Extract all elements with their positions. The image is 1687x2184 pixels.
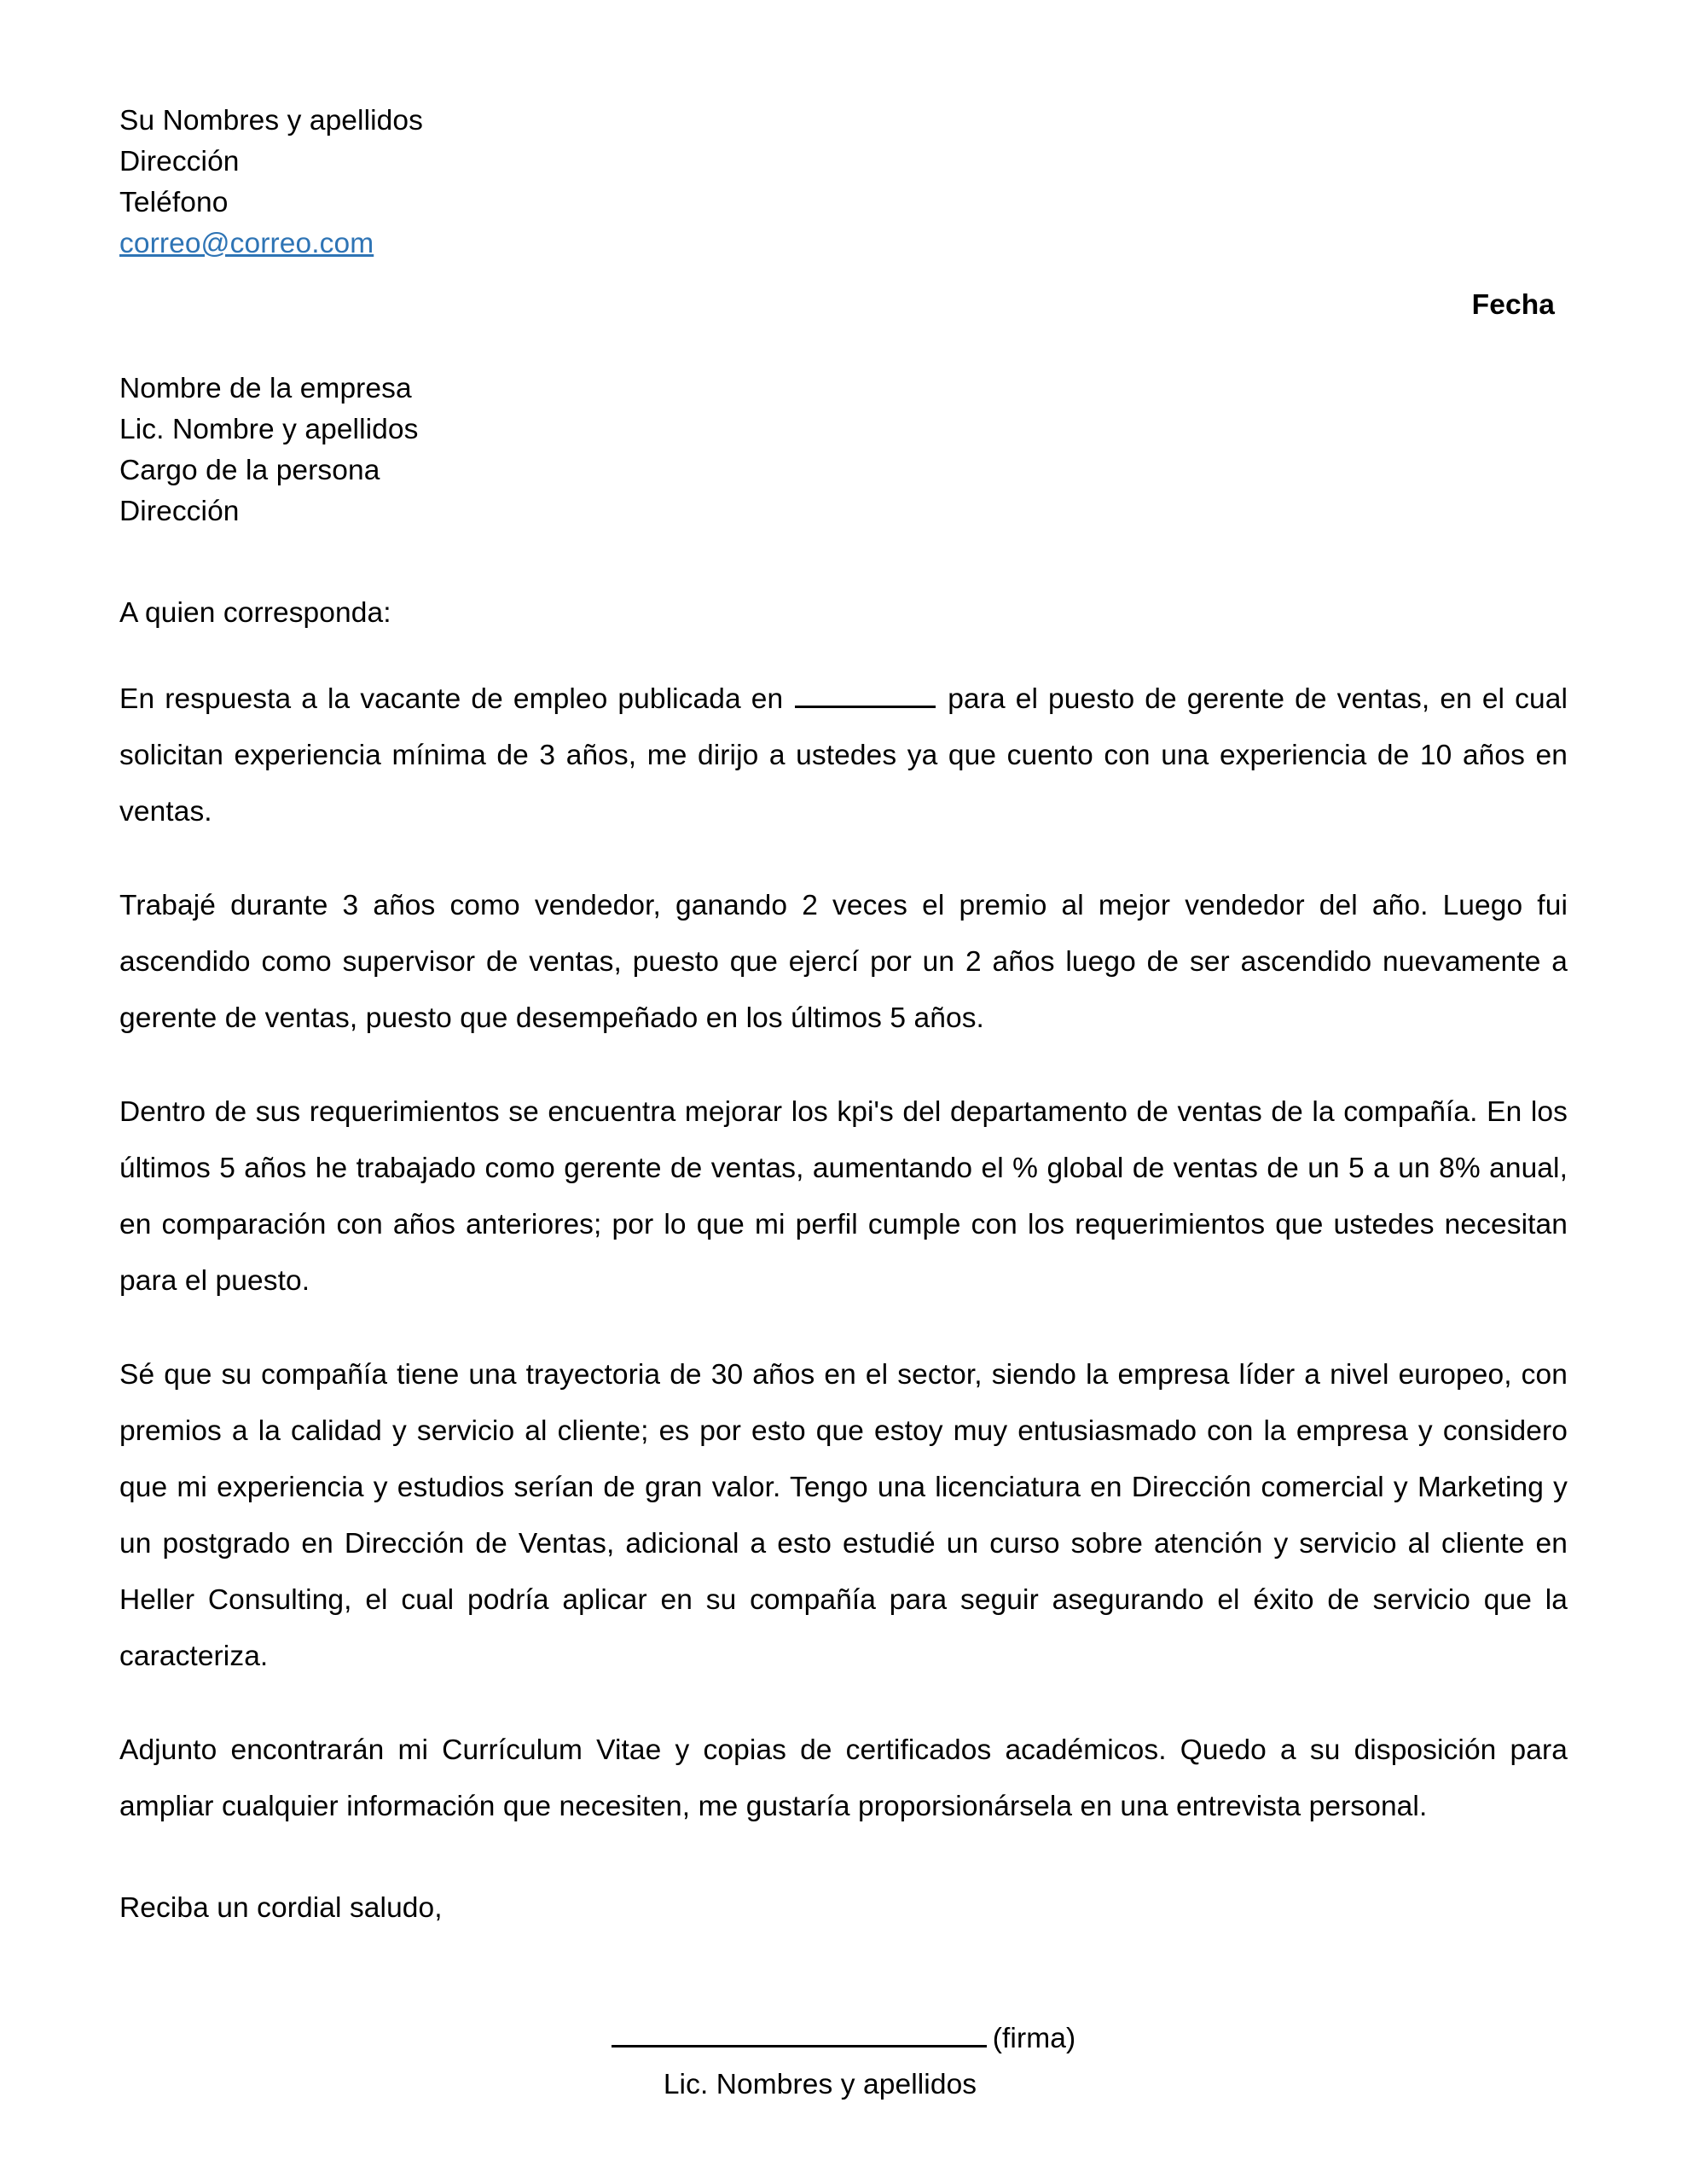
recipient-position: Cargo de la persona bbox=[119, 455, 380, 486]
date-field: Fecha bbox=[1471, 289, 1555, 321]
blank-fill-field[interactable] bbox=[795, 683, 936, 708]
sender-block bbox=[119, 101, 1568, 264]
recipient-block bbox=[119, 369, 1568, 532]
paragraph-3: Dentro de sus requerimientos se encuentra mejorar los kpi's del departamento de ventas de la compañía. En los últimos 5 años he trabajado como gerente de ventas, aumentando el % global de ventas de un 5 a un 8% anual, en comparación con años anteriores; por lo que mi perfil cumple con los requerimientos que ustedes necesitan para el puesto. bbox=[119, 1096, 1568, 1297]
sender-name: Su Nombres y apellidos bbox=[119, 105, 423, 136]
sender-email-row bbox=[119, 224, 1568, 264]
recipient-address: Dirección bbox=[119, 496, 240, 527]
sender-address: Dirección bbox=[119, 146, 240, 177]
paragraph-1-part-a: En respuesta a la vacante de empleo publicada en bbox=[119, 683, 794, 715]
paragraph-2: Trabajé durante 3 años como vendedor, ganando 2 veces el premio al mejor vendedor del año. Luego fui ascendido como supervisor de ventas, puesto que ejercí por un 2 años luego de ser ascendido nuevamente a gerente de ventas, puesto que desempeñado en los últimos 5 años. bbox=[119, 890, 1568, 1034]
signature-block bbox=[119, 2018, 1568, 2106]
paragraph-5: Adjunto encontrarán mi Currículum Vitae y copias de certificados académicos. Quedo a su disposición para ampliar cualquier información que necesiten, me gustaría proporsionársela en una entrevista personal. bbox=[119, 1734, 1568, 1822]
letter-body bbox=[119, 101, 1568, 2106]
signature-line-row bbox=[119, 2018, 1568, 2060]
paragraph-4: Sé que su compañía tiene una trayectoria de 30 años en el sector, siendo la empresa líder a nivel europeo, con premios a la calidad y servicio al cliente; es por esto que estoy muy entusiasmado con la empresa y considero que mi experiencia y estudios serían de gran valor. Tengo una licenciatura en Dirección comercial y Marketing y un postgrado en Dirección de Ventas, adicional a esto estudié un curso sobre atención y servicio al cliente en Heller Consulting, el cual podría aplicar en su compañía para seguir asegurando el éxito de servicio que la caracteriza. bbox=[119, 1359, 1568, 1672]
sender-phone: Teléfono bbox=[119, 187, 229, 218]
signature-firma-label: (firma) bbox=[992, 2023, 1076, 2054]
signature-rule bbox=[612, 2021, 987, 2048]
recipient-person: Lic. Nombre y apellidos bbox=[119, 414, 419, 445]
paragraph-1-part-b: para el puesto de gerente de ventas, en el cual solicitan experiencia mínima de 3 años, me dirijo a ustedes ya que cuento con una experiencia de 10 años en ventas. bbox=[119, 683, 1568, 828]
recipient-company: Nombre de la empresa bbox=[119, 373, 412, 404]
signature-name: Lic. Nombres y apellidos bbox=[663, 2069, 977, 2100]
paragraph-1 bbox=[119, 671, 1568, 840]
salutation: A quien corresponda: bbox=[119, 597, 391, 629]
sender-email-link[interactable]: correo@correo.com bbox=[119, 228, 374, 259]
closing-line: Reciba un cordial saludo, bbox=[119, 1892, 443, 1924]
